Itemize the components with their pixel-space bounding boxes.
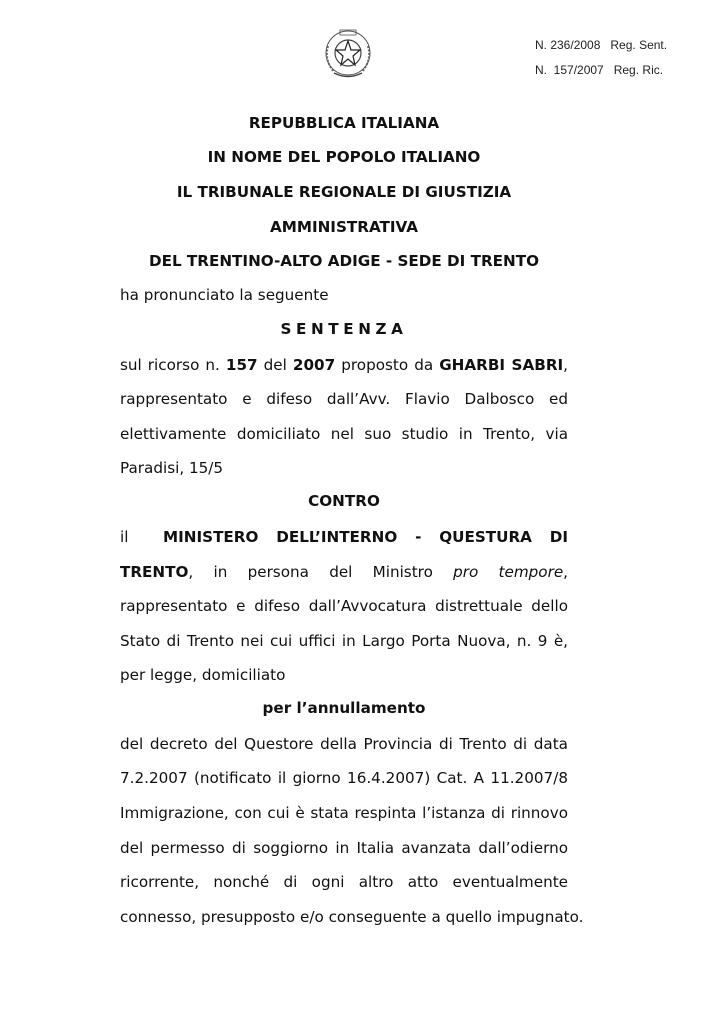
- title-amministrativa: AMMINISTRATIVA: [269, 218, 419, 236]
- sentenza-heading: SENTENZA: [280, 320, 408, 338]
- reg-sent-number: N. 236/2008 Reg. Sent.: [535, 38, 668, 52]
- ricorso-line-2: rappresentato e difeso dall’Avv. Flavio Dalbosco ed: [120, 390, 568, 408]
- intro-text: ha pronunciato la seguente: [120, 286, 329, 304]
- title-popolo: IN NOME DEL POPOLO ITALIANO: [207, 148, 481, 166]
- ricorso-line-3: elettivamente domiciliato nel suo studio in Trento, via: [120, 425, 568, 443]
- annullamento-line-4: del permesso di soggiorno in Italia avanzata dall’odierno: [120, 839, 568, 857]
- ricorso-line-1: sul ricorso n. 157 del 2007 proposto da GHARBI SABRI,: [120, 356, 568, 374]
- annullamento-heading: per l’annullamento: [262, 699, 426, 717]
- annullamento-line-3: Immigrazione, con cui è stata respinta l’istanza di rinnovo: [120, 804, 568, 822]
- annullamento-line-5: ricorrente, nonché di ogni altro atto eventualmente: [120, 873, 568, 891]
- title-repubblica: REPUBBLICA ITALIANA: [248, 114, 440, 132]
- italian-republic-emblem-icon: [320, 26, 376, 82]
- title-tribunale: IL TRIBUNALE REGIONALE DI GIUSTIZIA: [176, 183, 512, 201]
- contro-line-4: Stato di Trento nei cui uffici in Largo Porta Nuova, n. 9 è,: [120, 632, 568, 650]
- annullamento-line-6: connesso, presupposto e/o conseguente a quello impugnato.: [120, 908, 584, 926]
- contro-line-2: TRENTO, in persona del Ministro pro tempore,: [120, 563, 568, 581]
- contro-line-5: per legge, domiciliato: [120, 666, 286, 684]
- reg-ric-number: N. 157/2007 Reg. Ric.: [535, 63, 664, 77]
- contro-heading: CONTRO: [308, 492, 380, 510]
- contro-line-1: il MINISTERO DELL’INTERNO - QUESTURA DI: [120, 528, 568, 546]
- annullamento-line-2: 7.2.2007 (notificato il giorno 16.4.2007) Cat. A 11.2007/8: [120, 769, 568, 787]
- contro-line-3: rappresentato e difeso dall’Avvocatura distrettuale dello: [120, 597, 568, 615]
- annullamento-line-1: del decreto del Questore della Provincia di Trento di data: [120, 735, 568, 753]
- ricorso-line-4: Paradisi, 15/5: [120, 459, 224, 477]
- title-sede: DEL TRENTINO-ALTO ADIGE - SEDE DI TRENTO: [148, 252, 540, 270]
